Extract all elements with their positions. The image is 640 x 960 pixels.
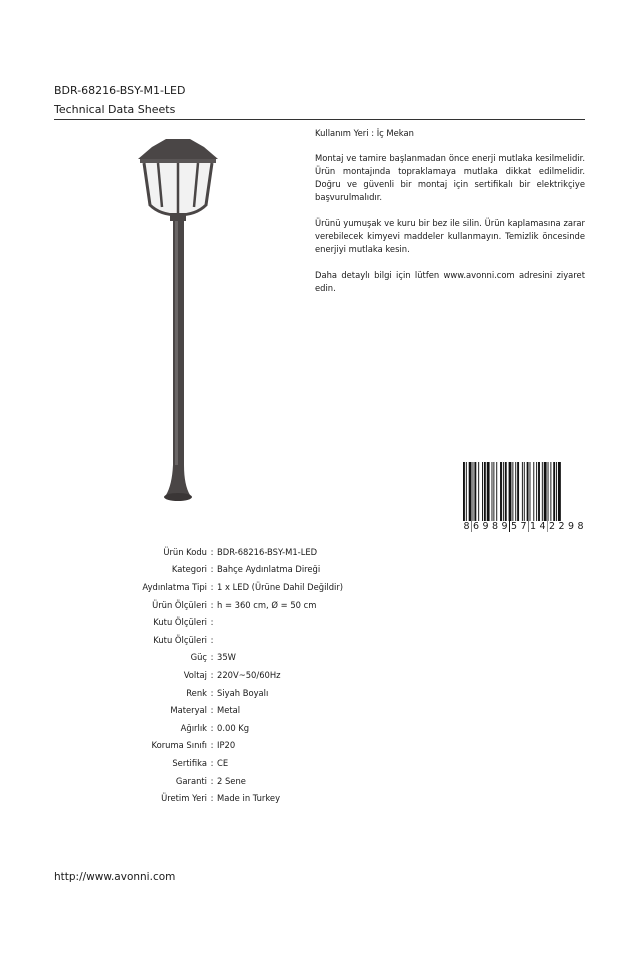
barcode-digit: 7: [520, 521, 527, 532]
spec-row: [100, 754, 500, 772]
spec-separator: :: [210, 705, 214, 716]
spec-separator: :: [210, 722, 214, 733]
spec-row: [100, 561, 500, 579]
spec-separator: :: [210, 617, 214, 628]
spec-separator: :: [210, 634, 214, 645]
spec-label: Garanti: [175, 775, 207, 786]
barcode-digit: 8: [463, 521, 470, 532]
spec-label: Voltaj: [183, 669, 207, 680]
spec-label: Ağırlık: [180, 722, 207, 733]
spec-row: [100, 789, 500, 807]
spec-row: [100, 772, 500, 790]
spec-label: Kutu Ölçüleri: [153, 634, 207, 645]
spec-separator: :: [210, 652, 214, 663]
cleaning-text: Ürünü yumuşak ve kuru bir bez ile silin. Ürün kaplamasına zarar verebilecek kimyevi maddeler kullanmayın. Temizlik öncesinde enerjiyi mutlaka kesin.: [315, 218, 585, 254]
barcode-digit: 9: [482, 521, 489, 532]
spec-separator: :: [210, 793, 214, 804]
spec-label: Kategori: [171, 564, 207, 575]
spec-value: 35W: [217, 652, 236, 663]
spec-value: 220V~50/60Hz: [217, 669, 281, 680]
spec-label: Koruma Sınıfı: [151, 740, 207, 751]
spec-row: [100, 596, 500, 614]
spec-value: Made in Turkey: [217, 793, 281, 804]
barcode-digit: 8: [491, 521, 499, 532]
barcode-digit: 9: [567, 521, 575, 532]
spec-row: [100, 666, 500, 684]
spec-value: 0.00 Kg: [217, 722, 250, 733]
spec-separator: :: [210, 757, 214, 768]
spec-separator: :: [210, 669, 214, 680]
spec-separator: :: [210, 581, 214, 592]
barcode-digit: 9: [501, 521, 508, 532]
website-text: Daha detaylı bilgi için lütfen www.avonni.com adresini ziyaret edin.: [315, 270, 585, 293]
info-block: [315, 127, 585, 308]
barcode-digit: 1: [529, 521, 537, 532]
barcode-digit: 6: [472, 521, 480, 532]
header-product-code: BDR-68216-BSY-M1-LED: [54, 84, 186, 97]
spec-row: [100, 578, 500, 596]
barcode-digits: [462, 520, 585, 534]
usage-text: Kullanım Yeri : İç Mekan: [315, 128, 414, 138]
spec-row: [100, 649, 500, 667]
header-divider: [54, 119, 585, 120]
barcode-digit: 4: [539, 521, 546, 532]
spec-label: Aydınlatma Tipi: [142, 581, 207, 592]
product-image: [130, 135, 226, 505]
spec-row: [100, 719, 500, 737]
spec-value: Siyah Boyalı: [217, 687, 269, 698]
spec-separator: :: [210, 740, 214, 751]
spec-row: [100, 631, 500, 649]
spec-label: Üretim Yeri: [161, 793, 207, 804]
barcode-digit: 8: [577, 521, 584, 532]
spec-separator: :: [210, 546, 214, 557]
barcode-digit: 2: [558, 521, 565, 532]
spec-row: [100, 684, 500, 702]
footer-url: http://www.avonni.com: [54, 871, 176, 883]
spec-value: h = 360 cm, Ø = 50 cm: [217, 599, 317, 610]
spec-value: CE: [217, 757, 229, 768]
spec-separator: :: [210, 564, 214, 575]
spec-value: BDR-68216-BSY-M1-LED: [217, 546, 318, 557]
barcode-digit: 5: [510, 521, 518, 532]
barcode-digit: 2: [548, 521, 556, 532]
spec-separator: :: [210, 599, 214, 610]
spec-label: Ürün Kodu: [163, 546, 207, 557]
spec-row: [100, 737, 500, 755]
safety-text: Montaj ve tamire başlanmadan önce enerji mutlaka kesilmelidir. Ürün montajında topraklamaya mutlaka dikkat edilmelidir. Doğru ve güvenli bir montaj için sertifikalı bir elektrikçiye başvurulmalıdır.: [315, 153, 585, 202]
spec-value: 1 x LED (Ürüne Dahil Değildir): [217, 581, 344, 592]
spec-label: Sertifika: [172, 757, 207, 768]
spec-value: Metal: [217, 705, 241, 716]
spec-label: Kutu Ölçüleri: [153, 617, 207, 628]
spec-row: [100, 613, 500, 631]
spec-label: Güç: [190, 652, 207, 663]
spec-value: IP20: [217, 740, 236, 751]
spec-value: Bahçe Aydınlatma Direği: [217, 564, 321, 575]
spec-separator: :: [210, 687, 214, 698]
spec-label: Ürün Ölçüleri: [152, 599, 207, 610]
header-subtitle: Technical Data Sheets: [54, 103, 176, 116]
spec-label: Materyal: [170, 705, 207, 716]
spec-row: [100, 701, 500, 719]
spec-separator: :: [210, 775, 214, 786]
spec-value: 2 Sene: [217, 775, 246, 786]
specs-table: [100, 543, 500, 807]
spec-label: Renk: [186, 687, 207, 698]
spec-row: [100, 543, 500, 561]
